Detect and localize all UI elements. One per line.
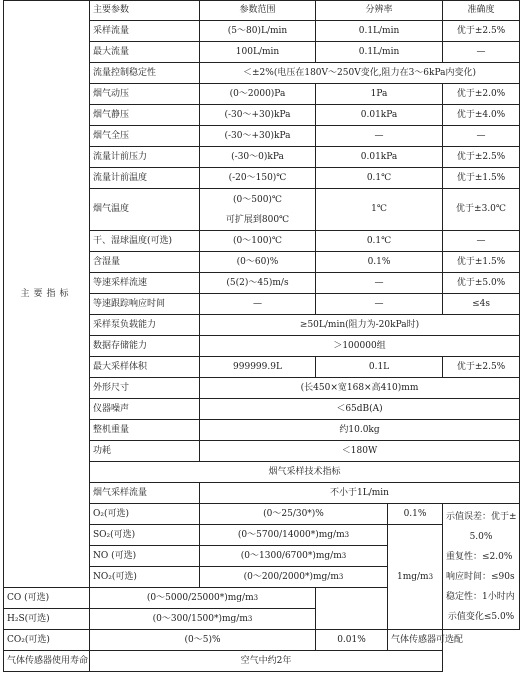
gas-range: (0～25/30*)% [200,504,388,525]
note-line: 响应时间：≤90s [446,571,515,582]
param-range: (0～2000)Pa [200,84,316,105]
param-accuracy: 优于±2.5% [443,21,520,42]
param-resolution: — [316,273,443,294]
gas-resolution-shared [388,525,443,630]
param-value: ＞100000组 [200,336,520,357]
param-name: 烟气采样流量 [90,483,200,504]
param-resolution: 0.1% [316,252,443,273]
param-value: (长450×宽168×高410)mm [200,378,520,399]
param-value: ≥50L/min(阻力为-20kPa时) [200,315,520,336]
param-resolution: 0.1L [316,357,443,378]
param-resolution: 0.1L/min [316,21,443,42]
param-accuracy: 优于±1.5% [443,168,520,189]
param-range: (0～60)% [200,252,316,273]
gas-range [200,546,388,567]
param-accuracy: 优于±2.5% [443,147,520,168]
gas-name: O₂(可选) [90,504,200,525]
gas-name: CO₂(可选) [4,630,90,651]
gas-range-text: (0～5700/14000*)mg/m [237,529,345,540]
gas-range-text: (0～1300/6700*)mg/m [240,550,342,561]
gas-accuracy: 气体传感器可选配 [388,630,443,651]
param-resolution: — [316,294,443,315]
range-line: (0～500)℃ [233,194,282,205]
header-resolution: 分辨率 [316,1,443,21]
unit-superscript: 3 [253,593,259,602]
gas-name: SO₂(可选) [90,525,200,546]
param-accuracy: — [443,126,520,147]
header-row [4,1,520,21]
param-name: 采样泵负载能力 [90,315,200,336]
note-line: 示值误差：优于± [446,511,517,522]
gas-range [90,609,316,630]
param-value: ＜180W [200,441,520,462]
param-resolution: 0.1℃ [316,168,443,189]
param-value: 不小于1L/min [200,483,520,504]
param-name: 采样流量 [90,21,200,42]
param-value: 约10.0kg [200,420,520,441]
param-resolution: 1℃ [316,189,443,231]
spec-table [3,0,520,672]
gas-name: NO₂(可选) [90,567,200,588]
param-name: 整机重量 [90,420,200,441]
header-param: 主要参数 [90,1,200,21]
param-resolution: 0.01kPa [316,147,443,168]
param-accuracy: — [443,231,520,252]
param-accuracy: 优于±5.0% [443,273,520,294]
param-name: 最大采样体积 [90,357,200,378]
gas-name: CO (可选) [4,588,90,609]
note-line: 稳定性：1小时内 [446,591,515,602]
gas-resolution: 0.1% [388,504,443,525]
table-row [4,651,520,672]
param-resolution: 1Pa [316,84,443,105]
unit-superscript: 3 [341,551,347,560]
param-name: 烟气静压 [90,105,200,126]
param-name: 含湿量 [90,252,200,273]
gas-range-text: (0～5000/25000*)mg/m [146,592,254,603]
param-range: (-20～150)℃ [200,168,316,189]
gas-range-text: (0～200/2000*)mg/m [243,571,339,582]
param-name: 烟气全压 [90,126,200,147]
param-range: (-30～0)kPa [200,147,316,168]
param-accuracy: 优于±4.0% [443,105,520,126]
param-accuracy: 优于±2.5% [443,357,520,378]
param-name: 流量控制稳定性 [90,63,200,84]
gas-name: NO (可选) [90,546,200,567]
param-resolution: 0.01kPa [316,105,443,126]
param-name: 等速跟踪响应时间 [90,294,200,315]
flue-section-title: 烟气采样技术指标 [90,462,520,483]
group-label: 主要指标 [4,1,90,588]
gas-range-text: (0～300/1500*)mg/m [152,613,248,624]
param-name: 烟气动压 [90,84,200,105]
note-line: 5.0% [469,531,493,542]
gas-range: (0～5)% [90,630,316,651]
param-resolution: 0.1℃ [316,231,443,252]
param-range [200,189,316,231]
param-range: 999999.9L [200,357,316,378]
param-name: 烟气温度 [90,189,200,231]
param-range: — [200,294,316,315]
range-extension: 可扩展到800℃ [225,214,290,225]
gas-accuracy-note [443,504,520,630]
param-name: 干、湿球温度(可选) [90,231,200,252]
param-accuracy: 优于±2.0% [443,84,520,105]
param-range: (-30～+30)kPa [200,126,316,147]
param-name: 等速采样流速 [90,273,200,294]
param-value: ＜±2%(电压在180V～250V变化,阻力在3～6kPa内变化) [200,63,520,84]
param-resolution: 0.1L/min [316,42,443,63]
param-name: 功耗 [90,441,200,462]
param-name: 气体传感器使用寿命 [4,651,90,672]
param-range: (5(2)～45)m/s [200,273,316,294]
gas-range [200,567,388,588]
param-accuracy: 优于±3.0℃ [443,189,520,231]
param-name: 最大流量 [90,42,200,63]
unit-superscript: 3 [344,530,350,539]
param-accuracy: 优于±1.5% [443,252,520,273]
param-range: (0～100)℃ [200,231,316,252]
note-line: 重复性：≤2.0% [446,551,513,562]
unit-superscript: 3 [247,614,253,623]
gas-name: H₂S(可选) [4,609,90,630]
header-accuracy: 准确度 [443,1,520,21]
gas-range [90,588,316,609]
param-name: 数据存储能力 [90,336,200,357]
unit-superscript: 3 [338,572,344,581]
param-value: 空气中约2年 [90,651,443,672]
param-range: 100L/min [200,42,316,63]
gas-range [200,525,388,546]
param-name: 外形尺寸 [90,378,200,399]
param-accuracy: ≤4s [443,294,520,315]
param-resolution: — [316,126,443,147]
unit-superscript: 3 [428,572,434,581]
gas-row [4,630,520,651]
param-accuracy: — [443,42,520,63]
param-name: 仪器噪声 [90,399,200,420]
shared-resolution-text: 1mg/m [396,571,429,582]
param-value: ＜65dB(A) [200,399,520,420]
note-line: 示值变化≤5.0% [447,611,515,622]
param-name: 流量计前温度 [90,168,200,189]
gas-resolution: 0.01% [316,630,388,651]
param-range: (-30～+30)kPa [200,105,316,126]
param-range: (5～80)L/min [200,21,316,42]
param-name: 流量计前压力 [90,147,200,168]
header-range: 参数范围 [200,1,316,21]
